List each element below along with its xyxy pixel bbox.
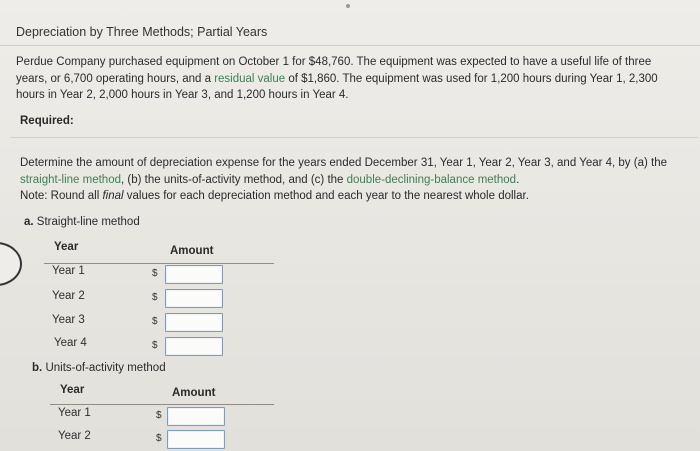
section-b-header-rule (50, 404, 274, 405)
instruction-part3: . (516, 173, 520, 186)
section-a-row2-year: Year 2 (52, 290, 85, 302)
section-b-label: Units-of-activity method (45, 362, 166, 374)
section-a-row4-currency: $ (152, 340, 158, 351)
section-a-year3-amount-input[interactable] (165, 313, 223, 332)
section-b-row2-currency: $ (156, 433, 162, 444)
section-b-letter: b. (32, 362, 43, 374)
section-a-row2-currency: $ (152, 292, 158, 303)
instruction-text (20, 155, 680, 188)
section-a-heading (24, 216, 140, 228)
section-a-year4-amount-input[interactable] (165, 337, 223, 356)
section-a-label: Straight-line method (36, 216, 140, 228)
instruction-part1: Determine the amount of depreciation expense for the years ended December 31, Year 1, Year 2, Year 3, and Year 4, by (a) the (20, 157, 667, 169)
section-a-row1-year: Year 1 (52, 265, 85, 277)
section-a-row3-currency: $ (152, 316, 158, 327)
required-divider (10, 137, 698, 138)
section-a-header-rule (44, 263, 274, 264)
problem-text (16, 54, 676, 104)
note-italic: final (102, 190, 124, 202)
instruction-part2: , (b) the units-of-activity method, and (c) the (121, 173, 347, 186)
ddb-term[interactable]: double-declining-balance method (346, 173, 517, 186)
section-b-row1-year: Year 1 (58, 407, 91, 419)
rounding-note (20, 190, 529, 202)
page-title: Depreciation by Three Methods; Partial Years (16, 25, 268, 39)
section-b-heading (32, 362, 166, 374)
section-a-row1-currency: $ (152, 268, 158, 279)
section-a-letter: a. (24, 216, 34, 228)
problem-text-part1: Perdue Company purchased equipment on October 1 for $48,760. The equipment was expected to have a useful life of three years, or 6,700 operating hours, and a (16, 56, 652, 85)
section-a-year2-amount-input[interactable] (165, 289, 223, 308)
note-part2: values for each depreciation method and each year to the nearest whole dollar. (123, 190, 529, 202)
section-a-year1-amount-input[interactable] (165, 265, 223, 284)
camera-dot (346, 4, 350, 8)
required-heading: Required: (20, 115, 74, 127)
section-a-row3-year: Year 3 (52, 314, 85, 326)
problem-text-part2: of $1,860. The equipment was used for 1,200 hours during Year 1, 2,300 hours in Year 2, 2,000 hours in Year 3, and 1,200 hours in Year 4. (16, 72, 658, 101)
section-a-row4-year: Year 4 (54, 337, 87, 349)
section-a-amount-header: Amount (170, 245, 214, 257)
section-a-year-header: Year (54, 241, 79, 253)
title-divider (0, 45, 700, 46)
note-part1: Note: Round all (20, 190, 103, 202)
section-b-year-header: Year (60, 384, 85, 396)
section-b-year2-amount-input[interactable] (167, 430, 225, 449)
section-b-amount-header: Amount (172, 387, 216, 399)
section-b-row2-year: Year 2 (58, 430, 91, 442)
residual-value-term[interactable]: residual value (214, 72, 286, 85)
straight-line-term[interactable]: straight-line method (20, 173, 121, 186)
section-b-row1-currency: $ (156, 410, 162, 421)
side-nav-tab[interactable] (0, 242, 22, 286)
section-b-year1-amount-input[interactable] (167, 407, 225, 426)
